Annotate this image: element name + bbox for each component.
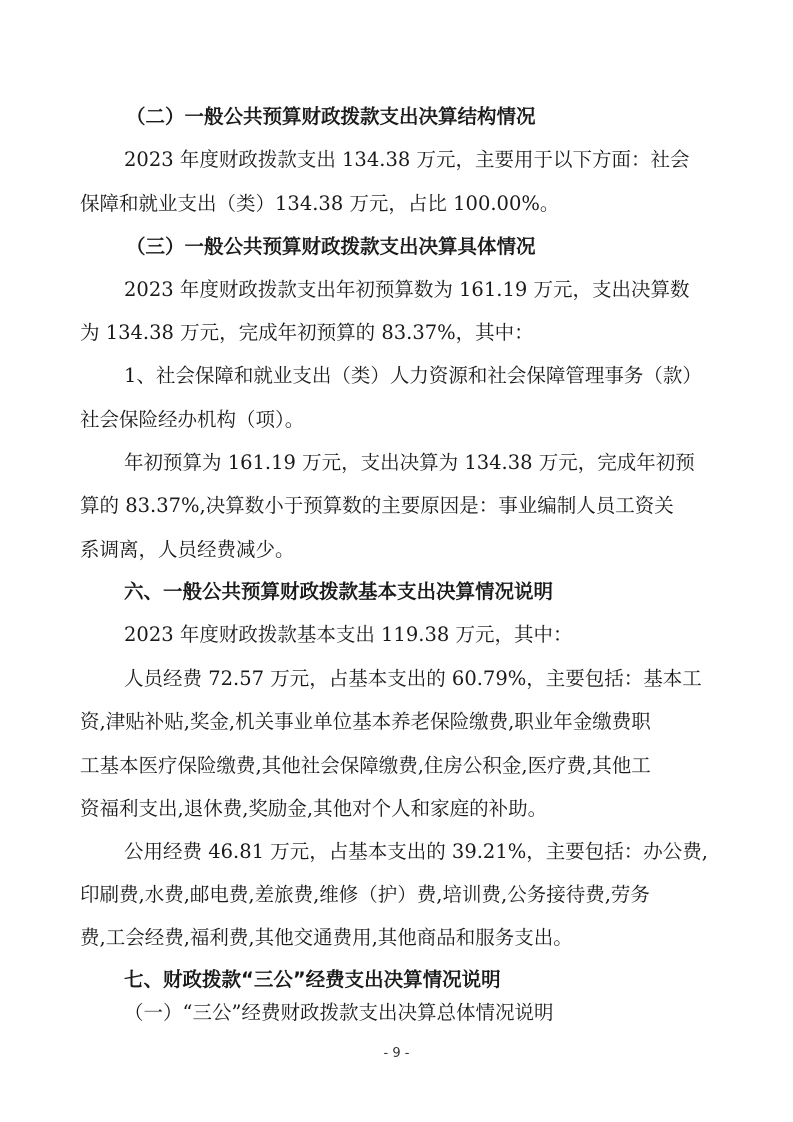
paragraph-line: 年初预算为 161.19 万元，支出决算为 134.38 万元，完成年初预 [124, 451, 695, 474]
paragraph-line: 为 134.38 万元，完成年初预算的 83.37%，其中： [80, 321, 534, 344]
paragraph-line: 2023 年度财政拨款支出年初预算数为 161.19 万元，支出决算数 [124, 278, 690, 301]
section-heading-6: 六、一般公共预算财政拨款基本支出决算情况说明 [124, 580, 554, 603]
paragraph-line: 系调离，人员经费减少。 [80, 538, 295, 561]
paragraph-line: 人员经费 72.57 万元，占基本支出的 60.79%，主要包括：基本工 [124, 667, 702, 690]
section-heading-7: 七、财政拨款“三公”经费支出决算情况说明 [124, 968, 501, 991]
paragraph-line: 2023 年度财政拨款支出 134.38 万元，主要用于以下方面：社会 [124, 148, 690, 171]
paragraph-line: 资福利支出,退休费,奖励金,其他对个人和家庭的补助。 [80, 797, 548, 820]
section-heading-2: （二）一般公共预算财政拨款支出决算结构情况 [126, 105, 536, 128]
paragraph-line: 1、社会保障和就业支出（类）人力资源和社会保障管理事务（款） [124, 364, 702, 387]
paragraph-line: 印刷费,水费,邮电费,差旅费,维修（护）费,培训费,公务接待费,劳务 [80, 883, 650, 906]
sub-heading-1: （一）“三公”经费财政拨款支出决算总体情况说明 [124, 1001, 554, 1024]
section-heading-3: （三）一般公共预算财政拨款支出决算具体情况 [126, 235, 536, 258]
paragraph-line: 2023 年度财政拨款基本支出 119.38 万元，其中： [124, 623, 573, 646]
paragraph-line: 保障和就业支出（类）134.38 万元，占比 100.00%。 [80, 192, 560, 215]
paragraph-line: 资,津贴补贴,奖金,机关事业单位基本养老保险缴费,职业年金缴费职 [80, 710, 651, 733]
page-number: - 9 - [383, 1046, 410, 1061]
paragraph-line: 费,工会经费,福利费,其他交通费用,其他商品和服务支出。 [80, 926, 573, 949]
paragraph-line: 公用经费 46.81 万元，占基本支出的 39.21%，主要包括：办公费, [124, 840, 708, 863]
paragraph-line: 工基本医疗保险缴费,其他社会保障缴费,住房公积金,医疗费,其他工 [80, 754, 651, 777]
paragraph-line: 算的 83.37%,决算数小于预算数的主要原因是：事业编制人员工资关 [80, 494, 674, 517]
paragraph-line: 社会保险经办机构（项）。 [80, 408, 305, 431]
